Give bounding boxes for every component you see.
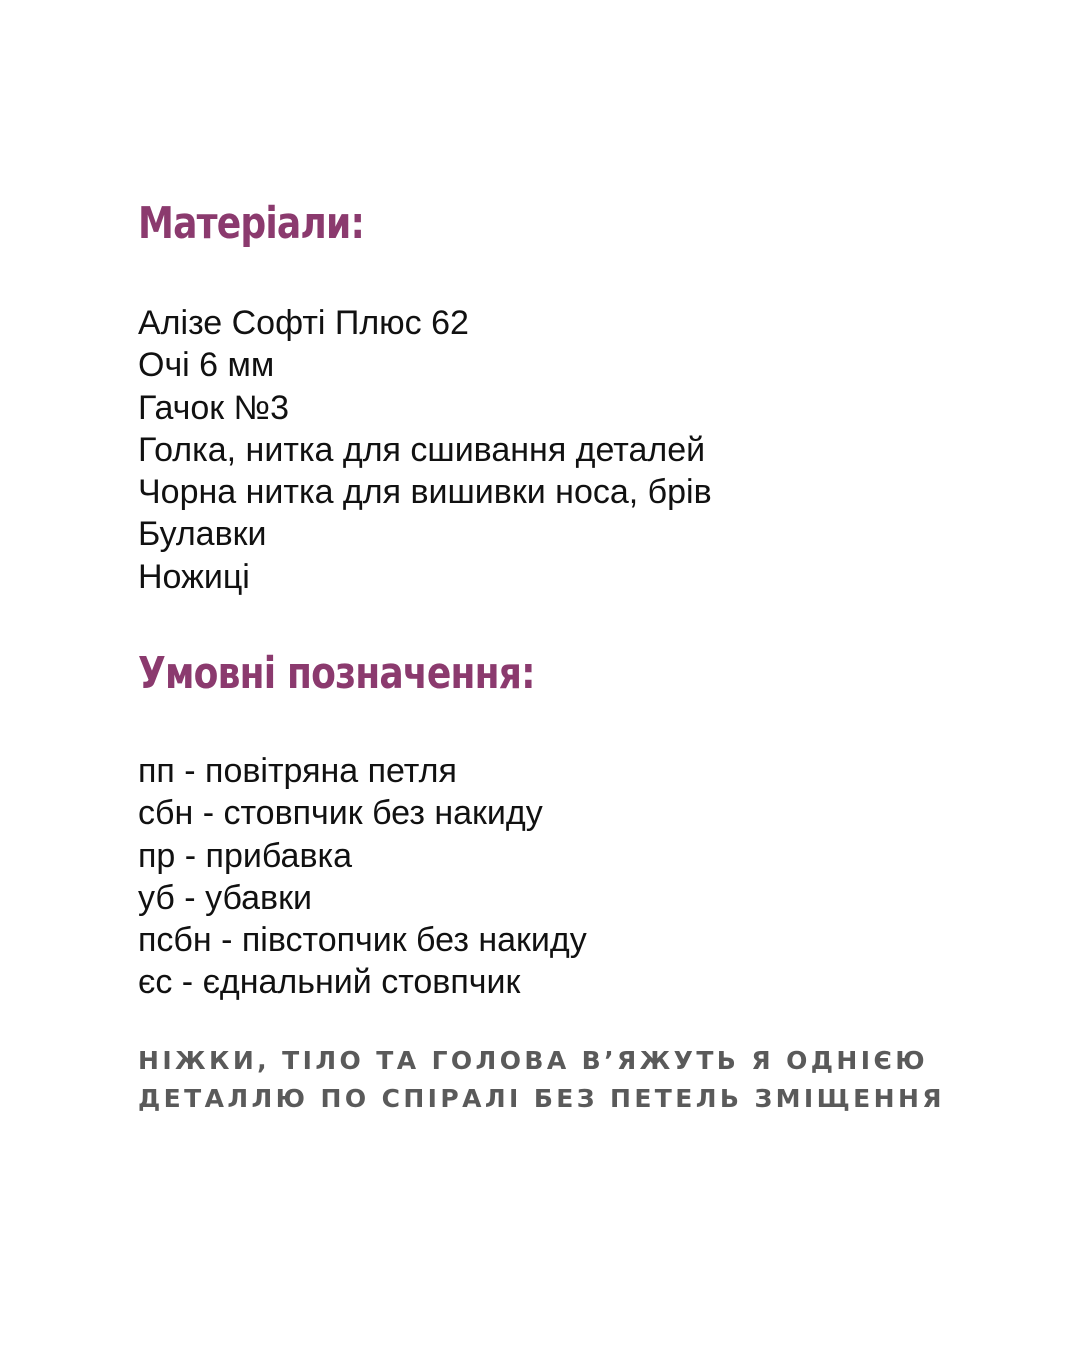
list-item: Алізе Софті Плюс 62 (138, 304, 469, 342)
list-item: уб - убавки (138, 878, 312, 917)
note-line: ДЕТАЛЛЮ ПО СПІРАЛІ БЕЗ ПЕТЕЛЬ ЗМІЩЕННЯ (138, 1084, 945, 1113)
list-item: Чорна нитка для вишивки носа, брів (138, 473, 712, 512)
list-item: пр - прибавка (138, 836, 353, 875)
list-item: Ножиці (138, 557, 250, 596)
list-item: сбн - стовпчик без накиду (138, 794, 543, 833)
list-item: Булавки (138, 515, 267, 554)
notation-heading: Умовні позначення: (138, 648, 535, 699)
materials-heading: Матеріали: (138, 198, 365, 249)
list-item: Гачок №3 (138, 388, 289, 427)
list-item: пп - повітряна петля (138, 752, 457, 790)
materials-list (138, 302, 712, 598)
note-line: НІЖКИ, ТІЛО ТА ГОЛОВА В’ЯЖУТЬ Я ОДНІЄЮ (138, 1046, 928, 1075)
list-item: єс - єднальний стовпчик (138, 963, 521, 1002)
construction-note (138, 1042, 945, 1118)
list-item: псбн - півстопчик без накиду (138, 921, 587, 960)
document-page (138, 0, 1038, 1346)
notation-list (138, 750, 587, 1004)
list-item: Очі 6 мм (138, 346, 275, 385)
list-item: Голка, нитка для сшивання деталей (138, 430, 706, 469)
